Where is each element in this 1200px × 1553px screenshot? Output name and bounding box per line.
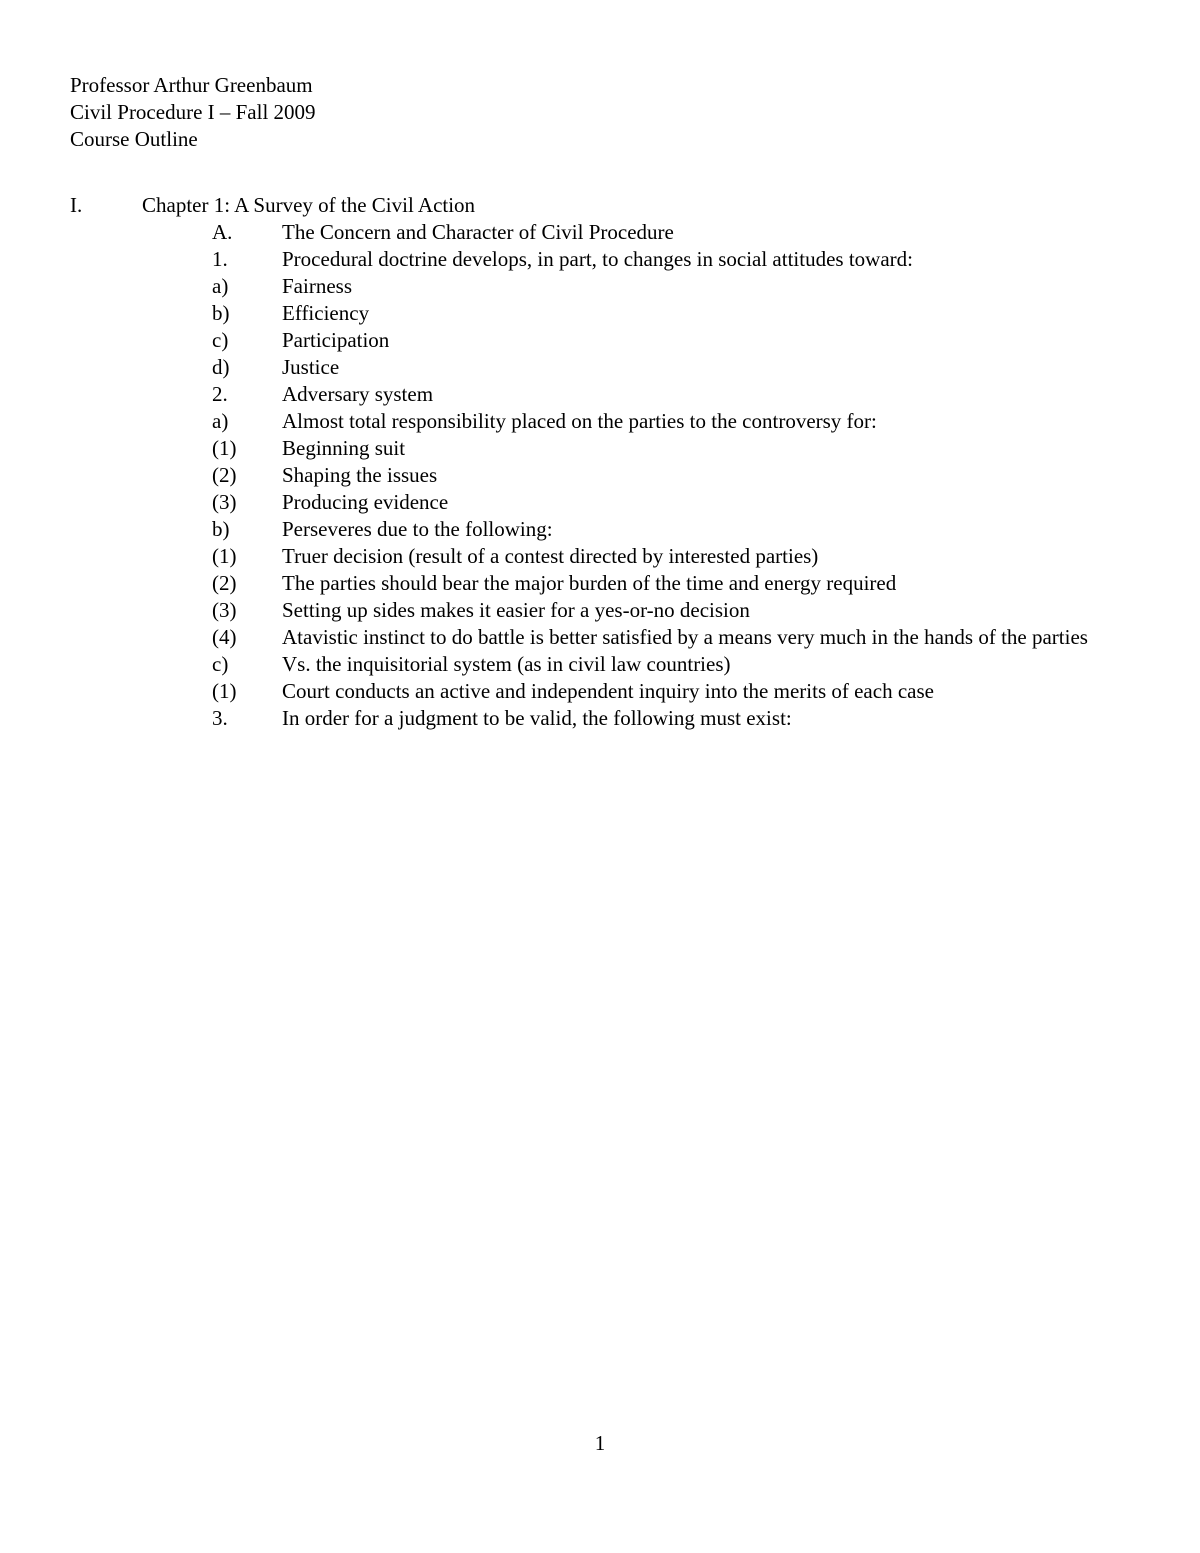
outline-marker: (1) [212,544,237,568]
page-number: 1 [594,1431,606,1455]
outline-item [70,570,1130,597]
outline-text: Efficiency [282,301,370,325]
outline-text: Justice [282,355,340,379]
outline-item [70,597,1130,624]
outline-marker: (1) [212,436,237,460]
outline-marker: d) [212,355,230,379]
outline-marker: (3) [212,598,237,622]
outline-item [70,408,1130,435]
outline-marker: (2) [212,463,237,487]
outline-item [70,273,1130,300]
outline-text: Procedural doctrine develops, in part, to changes in social attitudes toward: [282,247,913,271]
outline-marker: (4) [212,625,237,649]
outline-marker: b) [212,301,230,325]
outline-item [70,327,1130,354]
outline-marker: a) [212,409,229,433]
course-outline [70,192,1130,732]
outline-text: Perseveres due to the following: [282,517,553,541]
outline-text: Chapter 1: A Survey of the Civil Action [142,193,476,217]
outline-item [70,435,1130,462]
outline-marker: (3) [212,490,237,514]
outline-item [70,651,1130,678]
outline-marker: I. [70,193,83,217]
outline-marker: c) [212,328,229,352]
outline-text: Atavistic instinct to do battle is better satisfied by a means very much in the hands of the parties [282,625,1088,649]
outline-item [70,381,1130,408]
outline-marker: A. [212,220,233,244]
outline-text: Almost total responsibility placed on the parties to the controversy for: [282,409,877,433]
outline-item [70,219,1130,246]
outline-item [70,678,1130,705]
outline-text: Beginning suit [282,436,406,460]
document-title: Course Outline [70,127,198,151]
outline-text: The parties should bear the major burden of the time and energy required [282,571,897,595]
document-header [70,72,316,153]
outline-item [70,246,1130,273]
outline-text: Vs. the inquisitorial system (as in civil law countries) [282,652,731,676]
outline-item [70,705,1130,732]
outline-item [70,516,1130,543]
outline-marker: (2) [212,571,237,595]
outline-marker: (1) [212,679,237,703]
outline-marker: 3. [212,706,228,730]
outline-text: Participation [282,328,390,352]
outline-text: Fairness [282,274,352,298]
outline-text: Setting up sides makes it easier for a yes-or-no decision [282,598,750,622]
outline-marker: 1. [212,247,228,271]
outline-text: Court conducts an active and independent inquiry into the merits of each case [282,679,934,703]
outline-item [70,354,1130,381]
outline-marker: c) [212,652,229,676]
professor-name: Professor Arthur Greenbaum [70,73,313,97]
outline-text: In order for a judgment to be valid, the following must exist: [282,706,792,730]
outline-item [70,300,1130,327]
outline-text: The Concern and Character of Civil Procedure [282,220,674,244]
outline-item [70,192,1130,219]
outline-item [70,462,1130,489]
outline-item [70,543,1130,570]
outline-text: Truer decision (result of a contest directed by interested parties) [282,544,819,568]
outline-text: Producing evidence [282,490,449,514]
course-title: Civil Procedure I – Fall 2009 [70,100,316,124]
outline-text: Adversary system [282,382,434,406]
outline-marker: 2. [212,382,228,406]
outline-item [70,624,1130,651]
outline-text: Shaping the issues [282,463,438,487]
outline-item [70,489,1130,516]
outline-marker: b) [212,517,230,541]
outline-marker: a) [212,274,229,298]
